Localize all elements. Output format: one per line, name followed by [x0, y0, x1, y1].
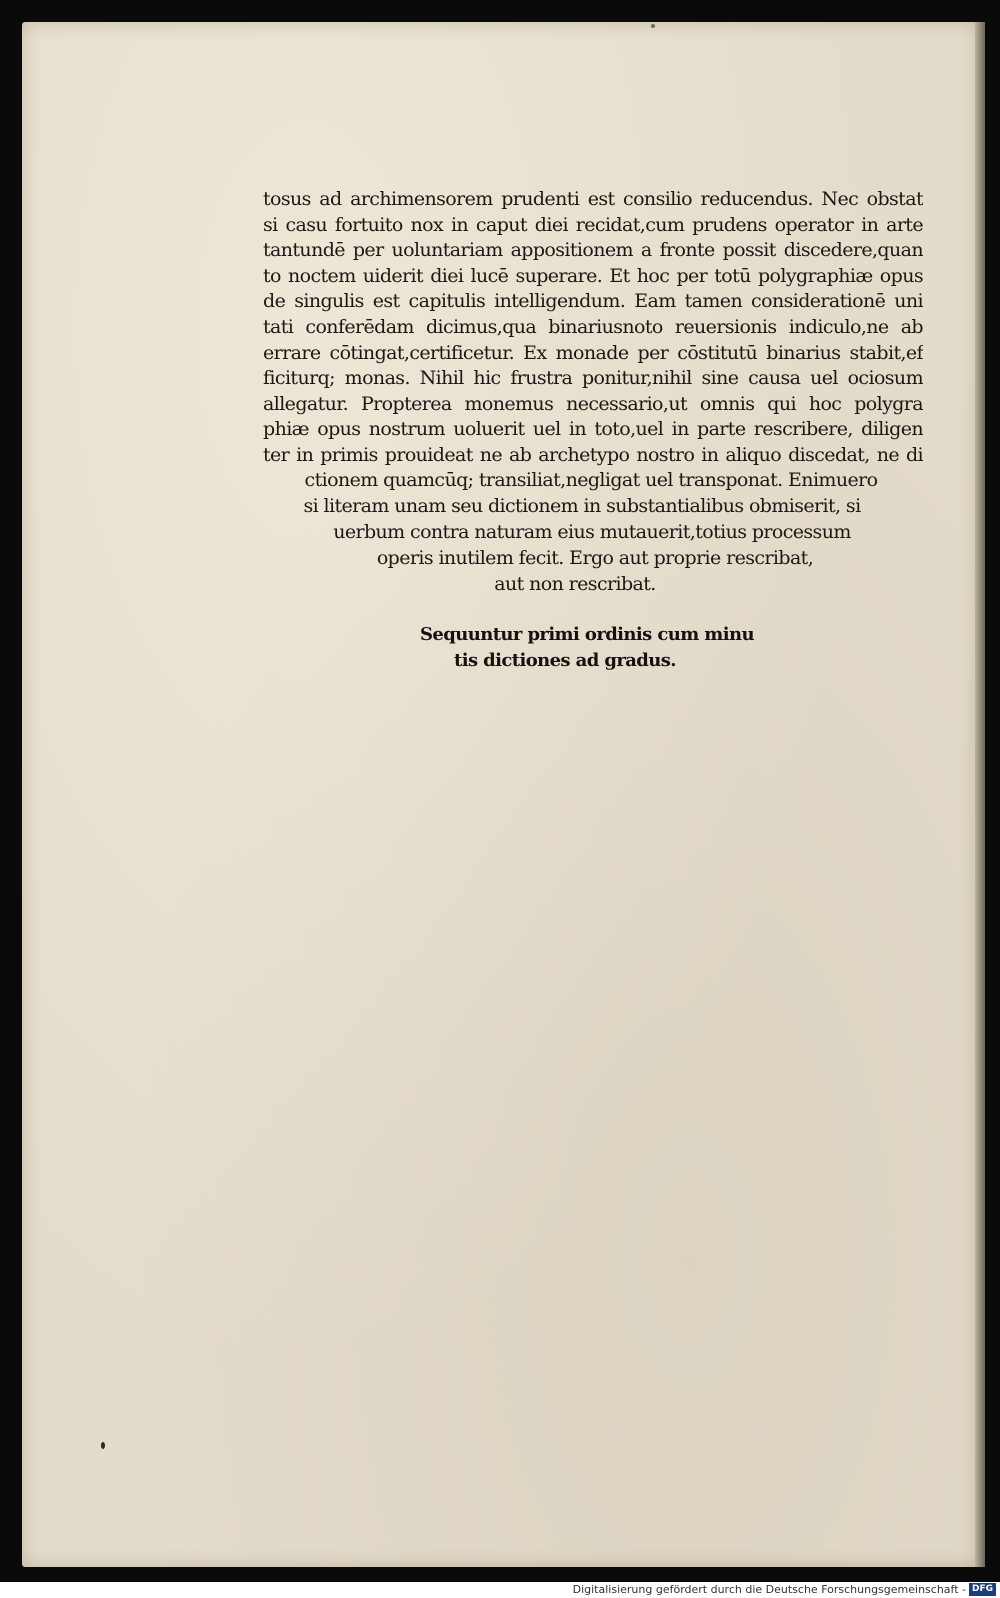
- dfg-logo: DFG: [969, 1583, 996, 1596]
- text-line: errare cōtingat,certificetur. Ex monade per cōstitutū binarius stabit,ef: [263, 341, 923, 364]
- text-line: tati conferēdam dicimus,qua binariusnoto reuersionis indiculo,ne ab: [263, 315, 923, 338]
- ink-speck: [101, 1442, 105, 1449]
- tapered-line: uerbum contra naturam eius mutauerit,totius processum: [333, 521, 851, 543]
- body-paragraph: [263, 187, 923, 469]
- text-line: tosus ad archimensorem prudenti est consilio reducendus. Nec obstat: [263, 188, 923, 210]
- text-line: ter in primis prouideat ne ab archetypo nostro in aliquo discedat, ne di: [263, 443, 923, 466]
- section-heading-line: Sequuntur primi ordinis cum minu: [420, 624, 754, 645]
- text-line: to noctem uiderit diei lucē superare. Et hoc per totū polygraphiæ opus: [263, 264, 923, 287]
- tapered-line: aut non rescribat.: [494, 573, 656, 595]
- text-line: tantundē per uoluntariam appositionem a fronte possit discedere,quan: [263, 239, 923, 262]
- text-line: ficiturq; monas. Nihil hic frustra ponitur,nihil sine causa uel ociosum: [263, 367, 923, 390]
- ink-speck: [651, 24, 655, 28]
- funding-credit: Digitalisierung gefördert durch die Deutsche Forschungsgemeinschaft -: [572, 1583, 966, 1596]
- text-line: si casu fortuito nox in caput diei recidat,cum prudens operator in arte: [263, 213, 923, 236]
- section-heading-line: tis dictiones ad gradus.: [454, 650, 676, 671]
- tapered-line: ctionem quamcūq; transiliat,negligat uel transponat. Enimuero: [304, 469, 878, 491]
- text-line: phiæ opus nostrum uoluerit uel in toto,uel in parte rescribere, diligen: [263, 418, 923, 441]
- tapered-line: operis inutilem fecit. Ergo aut proprie rescribat,: [376, 547, 814, 569]
- text-line: allegatur. Propterea monemus necessario,ut omnis qui hoc polygra: [263, 392, 923, 415]
- tapered-line: si literam unam seu dictionem in substantialibus obmiserit, si: [303, 495, 861, 517]
- text-line: de singulis est capitulis intelligendum. Eam tamen considerationē uni: [263, 290, 923, 313]
- footer-bar: [0, 1582, 1000, 1598]
- page-edge-shadow: [975, 22, 985, 1567]
